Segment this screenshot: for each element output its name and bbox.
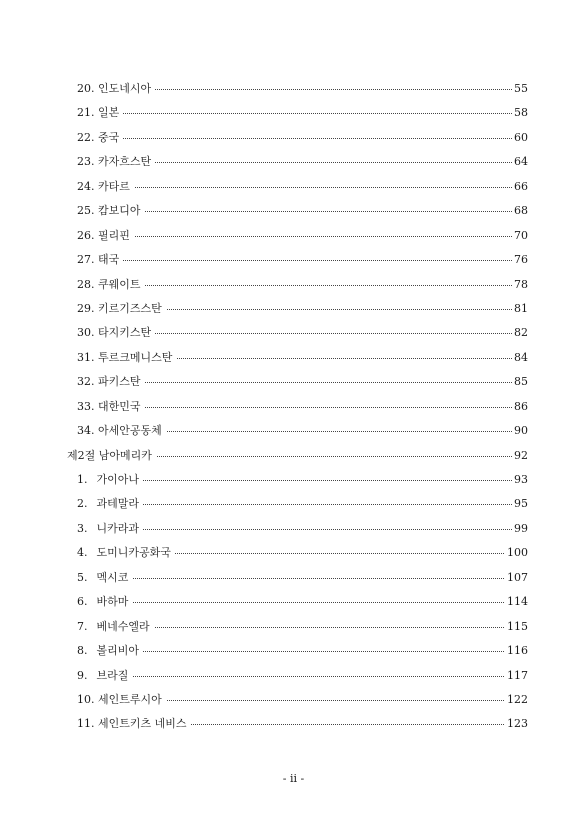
toc-entry-label [77, 224, 134, 248]
toc-entry[interactable] [0, 517, 587, 541]
toc-entry[interactable] [0, 688, 587, 712]
toc-entry-number: 26. [77, 228, 95, 242]
toc-entry[interactable] [0, 492, 587, 516]
dot-leader [77, 529, 528, 530]
toc-entry-label [67, 444, 156, 468]
toc-entry-number: 1. [77, 473, 88, 486]
toc-entry-page: 84 [512, 346, 528, 370]
toc-entry-title: 필리핀 [98, 228, 130, 242]
toc-entry-page: 58 [512, 101, 528, 125]
toc-entry-number: 23. [77, 155, 95, 169]
toc-entry-number: 6. [77, 595, 88, 609]
dot-leader [77, 138, 528, 139]
dot-leader [77, 285, 528, 286]
toc-entry-number: 21. [77, 106, 95, 120]
dot-leader [77, 113, 528, 114]
toc-entry-label [77, 639, 143, 663]
toc-entry-title: 키르기즈스탄 [98, 301, 162, 315]
toc-entry-title: 인도네시아 [98, 82, 152, 95]
toc-entry[interactable] [0, 468, 587, 492]
toc-entry-number: 9. [77, 668, 88, 682]
toc-entry-page: 68 [512, 199, 528, 223]
toc-entry-title: 니카라과 [96, 521, 140, 535]
toc-entry-title: 아세안공동체 [98, 424, 162, 438]
toc-entry-title: 세인트루시아 [98, 692, 162, 706]
toc-entry-label [77, 541, 175, 565]
toc-entry-label [77, 297, 166, 321]
toc-entry-number: 32. [77, 375, 95, 389]
toc-entry[interactable] [0, 248, 587, 272]
toc-entry-title: 대한민국 [98, 399, 141, 413]
toc-entry-label [77, 248, 123, 272]
dot-leader [77, 260, 528, 261]
toc-entry-page: 93 [512, 468, 528, 492]
toc-entry-page: 123 [505, 712, 528, 736]
toc-entry-title: 과테말라 [96, 497, 140, 511]
toc-entry[interactable] [0, 566, 587, 590]
toc-entry[interactable] [0, 126, 587, 150]
toc-entry-label [77, 492, 143, 516]
toc-entry-title: 파키스탄 [98, 375, 141, 389]
toc-entry-number: 3. [77, 521, 88, 535]
toc-entry-label [77, 590, 132, 614]
toc-entry-page: 117 [505, 664, 528, 688]
toc-entry-label [77, 517, 143, 541]
toc-entry[interactable] [0, 395, 587, 419]
toc-entry-title: 가이아나 [96, 473, 140, 486]
toc-entry-label [77, 395, 145, 419]
toc-entry-page: 78 [512, 273, 528, 297]
toc-entry-label [77, 664, 132, 688]
toc-entry-number: 5. [77, 570, 88, 584]
toc-entry-title: 세인트키츠 네비스 [98, 717, 187, 731]
toc-entry-number: 34. [77, 424, 95, 438]
toc-entry-page: 85 [512, 370, 528, 394]
toc-entry-label [77, 175, 134, 199]
toc-entry-label [77, 712, 191, 736]
toc-entry-title: 브라질 [96, 668, 129, 682]
toc-entry[interactable] [0, 419, 587, 443]
dot-leader [77, 236, 528, 237]
toc-entry-title: 바하마 [96, 595, 129, 609]
toc-entry-number: 4. [77, 546, 88, 560]
toc-entry-title: 타지키스탄 [98, 326, 152, 340]
toc-entry-title: 볼리비아 [96, 644, 140, 658]
toc-entry-label [77, 566, 132, 590]
dot-leader [77, 187, 528, 188]
toc-entry-number: 33. [77, 399, 95, 413]
toc-entry-page: 100 [505, 541, 528, 565]
toc-section-number: 제2절 [67, 448, 96, 462]
toc-entry-page: 99 [512, 517, 528, 541]
toc-entry-page: 70 [512, 224, 528, 248]
page-number-footer: - ii - [282, 772, 305, 785]
toc-entry-number: 28. [77, 277, 95, 291]
toc-section-entry[interactable] [0, 444, 587, 468]
toc-entry-number: 25. [77, 204, 95, 218]
toc-entry-label [77, 321, 155, 345]
toc-entry-page: 122 [505, 688, 528, 712]
toc-entry[interactable] [0, 199, 587, 223]
toc-entry-page: 107 [505, 566, 528, 590]
toc-entry[interactable] [0, 297, 587, 321]
toc-entry-title: 남아메리카 [98, 448, 152, 462]
toc-entry[interactable] [0, 101, 587, 125]
toc-entry[interactable] [0, 224, 587, 248]
toc-entry-label [77, 468, 143, 492]
toc-entry-label [77, 77, 155, 101]
dot-leader [77, 578, 528, 579]
toc-entry-number: 22. [77, 130, 95, 144]
toc-entry-title: 베네수엘라 [96, 619, 150, 633]
toc-entry-number: 8. [77, 644, 88, 658]
toc-entry[interactable] [0, 590, 587, 614]
toc-entry-label [77, 615, 154, 639]
dot-leader [77, 407, 528, 408]
dot-leader [77, 480, 528, 481]
table-of-contents [0, 77, 587, 737]
toc-entry-page: 86 [512, 395, 528, 419]
toc-entry-number: 27. [77, 253, 95, 267]
toc-entry-page: 95 [512, 492, 528, 516]
toc-entry-page: 92 [512, 444, 528, 468]
dot-leader [77, 211, 528, 212]
toc-entry-label [77, 370, 145, 394]
toc-entry-label [77, 346, 176, 370]
toc-entry[interactable] [0, 77, 587, 101]
toc-entry-label [77, 126, 123, 150]
toc-entry-title: 카자흐스탄 [98, 155, 152, 169]
toc-entry-title: 투르크메니스탄 [98, 350, 173, 364]
toc-entry[interactable] [0, 321, 587, 345]
toc-entry-title: 캄보디아 [98, 204, 141, 218]
toc-entry-label [77, 199, 145, 223]
toc-entry-page: 82 [512, 321, 528, 345]
toc-entry-title: 태국 [98, 253, 120, 267]
toc-entry-title: 일본 [98, 106, 120, 120]
toc-entry-number: 30. [77, 326, 95, 340]
toc-entry[interactable] [0, 370, 587, 394]
toc-entry-number: 2. [77, 497, 88, 511]
dot-leader [77, 504, 528, 505]
toc-entry-label [77, 688, 166, 712]
toc-entry-page: 90 [512, 419, 528, 443]
toc-entry-label [77, 273, 145, 297]
toc-entry-label [77, 101, 123, 125]
toc-entry[interactable] [0, 639, 587, 663]
toc-entry-page: 81 [512, 297, 528, 321]
toc-entry[interactable] [0, 175, 587, 199]
toc-entry-title: 멕시코 [96, 570, 129, 584]
toc-entry-title: 중국 [98, 130, 120, 144]
toc-entry[interactable] [0, 346, 587, 370]
dot-leader [77, 602, 528, 603]
toc-entry[interactable] [0, 150, 587, 174]
toc-entry[interactable] [0, 273, 587, 297]
toc-entry-page: 60 [512, 126, 528, 150]
toc-entry-page: 66 [512, 175, 528, 199]
toc-entry[interactable] [0, 615, 587, 639]
toc-entry[interactable] [0, 712, 587, 736]
toc-entry-label [77, 419, 166, 443]
toc-entry-number: 7. [77, 619, 88, 633]
toc-entry-title: 쿠웨이트 [98, 277, 141, 291]
toc-entry-number: 20. [77, 82, 95, 95]
toc-entry-page: 55 [512, 77, 528, 101]
toc-entry-page: 64 [512, 150, 528, 174]
dot-leader [77, 382, 528, 383]
toc-entry-number: 24. [77, 179, 95, 193]
toc-entry-number: 31. [77, 350, 95, 364]
toc-entry-title: 도미니카공화국 [96, 546, 171, 560]
toc-entry-page: 115 [505, 615, 528, 639]
toc-entry-number: 10. [77, 692, 95, 706]
dot-leader [77, 676, 528, 677]
toc-entry-page: 114 [505, 590, 528, 614]
toc-entry-page: 116 [505, 639, 528, 663]
dot-leader [77, 651, 528, 652]
toc-entry-page: 76 [512, 248, 528, 272]
toc-entry-number: 29. [77, 301, 95, 315]
toc-entry-label [77, 150, 155, 174]
toc-entry-title: 카타르 [98, 179, 130, 193]
toc-entry[interactable] [0, 541, 587, 565]
toc-entry[interactable] [0, 664, 587, 688]
toc-entry-number: 11. [77, 717, 95, 731]
